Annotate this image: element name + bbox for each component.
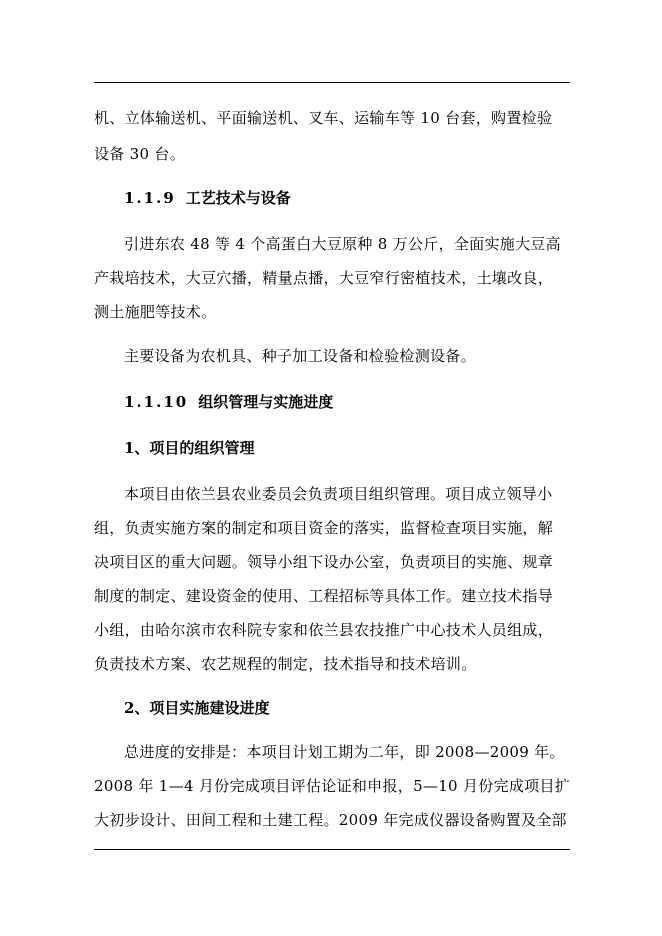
- subsection-heading: 1、项目的组织管理: [124, 439, 255, 457]
- paragraph-line: 测土施肥等技术。: [94, 303, 217, 321]
- subsection-heading: 2、项目实施建设进度: [124, 699, 270, 717]
- section-number: 1.1.10: [124, 393, 189, 411]
- paragraph-line: 设备 30 台。: [94, 145, 186, 163]
- paragraph-line: 引进东农 48 等 4 个高蛋白大豆原种 8 万公斤，全面实施大豆高: [124, 235, 561, 253]
- paragraph-line: 机、立体输送机、平面输送机、叉车、运输车等 10 台套，购置检验: [94, 109, 553, 127]
- paragraph-line: 主要设备为农机具、种子加工设备和检验检测设备。: [124, 347, 476, 365]
- section-heading: [124, 188, 291, 208]
- paragraph-line: 小组，由哈尔滨市农科院专家和依兰县农技推广中心技术人员组成，: [94, 621, 554, 639]
- paragraph-line: 组，负责实施方案的制定和项目资金的落实，监督检查项目实施，解: [94, 519, 554, 537]
- paragraph-line: 产栽培技术，大豆穴播，精量点播，大豆窄行密植技术，土壤改良，: [94, 269, 554, 287]
- header-rule: [94, 82, 570, 83]
- section-heading: [124, 392, 333, 412]
- paragraph-line: 总进度的安排是：本项目计划工期为二年，即 2008—2009 年。: [124, 743, 565, 761]
- paragraph-line: 制度的制定、建设资金的使用、工程招标等具体工作。建立技术指导: [94, 587, 554, 605]
- paragraph-line: 决项目区的重大问题。领导小组下设办公室，负责项目的实施、规章: [94, 553, 554, 571]
- paragraph-line: 大初步设计、田间工程和土建工程。2009 年完成仪器设备购置及全部: [94, 811, 567, 829]
- section-title: 工艺技术与设备: [185, 189, 291, 207]
- paragraph-line: 本项目由依兰县农业委员会负责项目组织管理。项目成立领导小: [124, 485, 553, 503]
- section-number: 1.1.9: [124, 189, 176, 207]
- section-title: 组织管理与实施进度: [198, 393, 334, 411]
- footer-rule: [94, 849, 570, 850]
- paragraph-line: 2008 年 1—4 月份完成项目评估论证和申报，5—10 月份完成项目扩: [94, 777, 571, 795]
- paragraph-line: 负责技术方案、农艺规程的制定，技术指导和技术培训。: [94, 655, 477, 673]
